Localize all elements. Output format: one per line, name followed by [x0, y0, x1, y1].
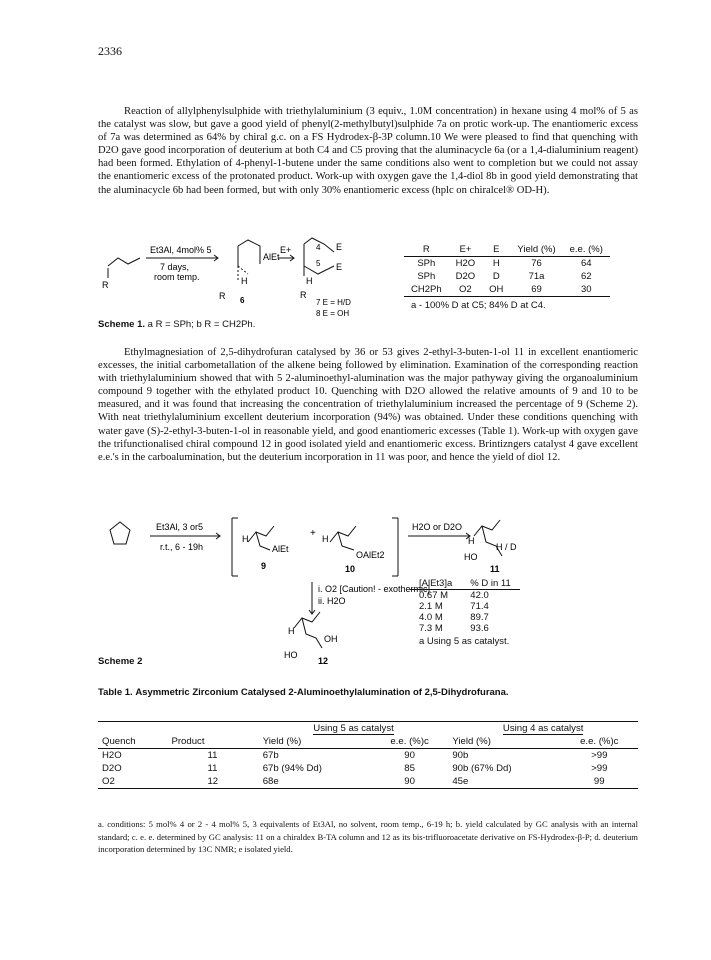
t1-header-ee-4: e.e. (%)c	[561, 735, 638, 749]
scheme1-h-6: H	[241, 276, 248, 286]
cell: SPh	[417, 258, 436, 269]
scheme1-c4: 4	[316, 243, 321, 252]
table-row	[404, 270, 610, 283]
table-row	[410, 601, 520, 612]
scheme1-reagent-temp: room temp.	[154, 272, 200, 282]
cell: D2O	[455, 271, 476, 282]
cell: O2	[98, 775, 167, 789]
scheme1-r-7: R	[300, 290, 307, 300]
scheme-1-caption-label: Scheme 1.	[98, 319, 145, 330]
cell: 71a	[528, 271, 545, 282]
table-row	[98, 749, 638, 763]
cell: 68e	[259, 775, 371, 789]
cell: 67b (94% Dd)	[262, 763, 322, 774]
cell: CH2Ph	[411, 284, 442, 295]
bracket-right	[392, 518, 398, 576]
cell: 2.1 M	[419, 601, 443, 612]
scheme-1-table	[404, 243, 610, 312]
scheme2-step2: ii. H2O	[318, 596, 346, 606]
s1-header-eplus: E+	[449, 243, 483, 257]
table-1-group-5: Using 5 as catalyst	[313, 723, 394, 734]
scheme1-e-top: E	[336, 242, 343, 252]
allyl-chain	[108, 258, 140, 266]
scheme2-cmpd-9: 9	[261, 561, 267, 571]
table-row	[410, 623, 520, 634]
cell: 0.67 M	[419, 590, 449, 601]
cell: 12	[167, 775, 258, 789]
cell: D2O	[102, 763, 122, 774]
s1-header-e: E	[482, 243, 510, 257]
s1-header-r: R	[404, 243, 449, 257]
scheme2-ho-12: HO	[284, 650, 298, 660]
scheme1-r-6: R	[219, 291, 226, 301]
scheme2-plus: +	[310, 528, 316, 539]
cell: OH	[489, 284, 504, 295]
scheme1-alet: AlEt	[263, 252, 280, 262]
t1-header-yield-4: Yield (%)	[448, 735, 560, 749]
scheme2-alet: AlEt	[272, 544, 289, 554]
page-number: 2336	[98, 44, 122, 58]
s2-table-footnote: a Using 5 as catalyst.	[419, 636, 510, 647]
scheme1-reagent-days: 7 days,	[160, 262, 190, 272]
cell: H2O	[102, 750, 122, 761]
scheme1-reagent-top: Et3Al, 4mol% 5	[150, 245, 212, 255]
cell: 69	[531, 284, 542, 295]
t1-header-product: Product	[167, 735, 258, 749]
table-row	[98, 775, 638, 789]
dihydrofuran-ring	[110, 522, 130, 544]
cell: 11	[207, 750, 218, 761]
table-1-title	[98, 687, 638, 698]
cell: 90b (67% Dd)	[452, 763, 512, 774]
t1-header-quench: Quench	[98, 735, 167, 749]
cell: 90b	[452, 750, 469, 761]
cell: 67b	[262, 750, 279, 761]
scheme2-step1: i. O2 [Caution! - exothermic]	[318, 584, 431, 594]
scheme2-quench: H2O or D2O	[412, 522, 463, 532]
s1-table-footnote: a - 100% D at C5; 84% D at C4.	[404, 297, 610, 313]
paragraph-2	[98, 346, 638, 464]
scheme2-cmpd-10: 10	[345, 564, 356, 574]
cell: >99	[591, 750, 608, 761]
paragraph-1-text: Reaction of allylphenylsulphide with triethylaluminium (3 equiv., 1.0M concentration) in hexane using 4 mol% of 5 as the catalyst was slow, but gave a good yield of phenyl(2-methylbutyl)sulphide 7a on protic work-up. The enantiomeric excess of 7a was determined as 64% by chiral g.c. on a FS Hydrodex-β-3P column.10 We were pleased to find that quenching with D2O gave good incorporation of deuterium at both C4 and C5 proving that the aluminacycle 6a (or a 1,4-dialuminium reagent) had been formed. Ethylation of 4-phenyl-1-butene under the same conditions also went to completion but we could not assay the enantiomeric excess of the protonated product. Work-up with oxygen gave the 1,4-diol 8b in good yield demonstrating that the aluminacycle 6b had been formed, but with only 30% enantiomeric excess (hplc on chiralcel® OD-H).	[98, 106, 638, 196]
scheme2-h-10: H	[322, 534, 329, 544]
cell: 30	[580, 284, 592, 295]
scheme-1-caption	[98, 319, 255, 330]
scheme1-e-bottom: E	[336, 262, 343, 272]
bracket-left	[232, 518, 238, 576]
cell: 89.7	[470, 612, 489, 623]
s1-header-yield: Yield (%)	[510, 243, 562, 257]
table-1-footnote: a. conditions: 5 mol% 4 or 2 - 4 mol% 5, 3 equivalents of Et3Al, no solvent, room temp., 6-19 h; b. yield calculated by GC analysis with an internal standard; c. e. e. determined by GC analysis: 11 on a chiraldex B-TA column and 12 as its bis-trifluoroacetate derivative on FS-Hydrodex-β-P; d. deuterium incorporation determined by 13C NMR; e isolated yield.	[98, 819, 638, 854]
scheme2-h-11: H	[468, 536, 475, 546]
cell: SPh	[417, 271, 436, 282]
scheme1-electrophile: E+	[280, 245, 292, 255]
table-row	[404, 283, 610, 297]
cell: D	[492, 271, 500, 282]
scheme2-reagent-bottom: r.t., 6 - 19h	[160, 542, 204, 552]
s2-header-alet3: [AlEt3]a	[410, 578, 461, 590]
cell: 71.4	[470, 601, 489, 612]
s2-header-d: % D in 11	[461, 578, 519, 590]
table-1-group-4: Using 4 as catalyst	[502, 723, 584, 734]
scheme1-cmpd-7: 7 E = H/D	[316, 298, 351, 307]
cell: >99	[591, 763, 608, 774]
scheme2-hd: H / D	[496, 542, 517, 552]
cell: 90	[371, 775, 448, 789]
scheme2-oalet2: OAlEt2	[356, 550, 385, 560]
table-1	[98, 721, 638, 789]
scheme-2-table	[410, 578, 520, 647]
table-1-label: Table 1.	[98, 687, 133, 698]
scheme1-cmpd-6: 6	[240, 296, 245, 305]
t1-header-yield-5: Yield (%)	[259, 735, 371, 749]
scheme2-cmpd-12: 12	[318, 656, 329, 666]
scheme2-h-12: H	[288, 626, 295, 636]
scheme2-h-9: H	[242, 534, 249, 544]
cell: 99	[561, 775, 638, 789]
table-row	[410, 612, 520, 623]
scheme2-ho-11: HO	[464, 552, 478, 562]
scheme2-oh-12: OH	[324, 634, 338, 644]
s1-header-ee: e.e. (%)	[563, 243, 610, 257]
cell: 42.0	[470, 590, 489, 601]
cell: 76	[531, 258, 542, 269]
scheme2-reagent-top: Et3Al, 3 or5	[156, 522, 204, 532]
cell: 64	[580, 258, 592, 269]
scheme-2-caption: Scheme 2	[98, 656, 143, 667]
paragraph-2-text: Ethylmagnesiation of 2,5-dihydrofuran catalysed by 36 or 53 gives 2-ethyl-3-buten-1-ol 11 in excellent enantiomeric excesses, the initial carbometallation of the alkene being followed by elimination. Examination of the corresponding reaction with triethylaluminium showed that with 5 2-aluminoethyl-alumination was the major pathyway giving the organoaluminium compound 9 together with the ethylated product 10. Quenching with D2O allowed the relative amounts of 9 and 10 to be measured, and it was found that increasing the concentration of triethylaluminium increased the percentage of 9 (Scheme 2). With neat triethylaluminium excellent deuterium incorporation (94%) was obtained. Under these conditions quenching with water gave (S)-2-ethyl-3-buten-1-ol in reasonable yield, and good enantiomeric excesses (Table 1). Work-up with oxygen gave the trifunctionalised chiral compound 12 in good isolated yield and enantiomeric excess. Brintizngers catalyst 4 gave excellent e.e.'s in the carboalumination, but the deuterium incorporation in 11 was poor, and hence the yield of diol 12.	[98, 347, 638, 463]
scheme1-h-7: H	[306, 276, 313, 286]
cell: 7.3 M	[419, 623, 443, 634]
cell: H2O	[455, 258, 476, 269]
table-1-title-text: Asymmetric Zirconium Catalysed 2-Aluminoethylalumination of 2,5-Dihydrofurana.	[135, 687, 509, 698]
scheme1-r-start: R	[102, 280, 109, 290]
cell: O2	[459, 284, 472, 295]
cell: 90	[404, 750, 415, 761]
cell: 4.0 M	[419, 612, 443, 623]
t1-header-ee-5: e.e. (%)c	[371, 735, 448, 749]
cell: 11	[207, 763, 218, 774]
scheme1-c5: 5	[316, 259, 321, 268]
scheme2-cmpd-11: 11	[490, 564, 500, 574]
scheme-1-drawing	[98, 236, 408, 328]
scheme-1-caption-text: a R = SPh; b R = CH2Ph.	[147, 319, 256, 330]
cell: 85	[404, 763, 415, 774]
table-row	[410, 590, 520, 602]
scheme1-cmpd-8: 8 E = OH	[316, 309, 350, 318]
paragraph-1	[98, 105, 638, 197]
cell: 93.6	[470, 623, 489, 634]
cell: 62	[580, 271, 592, 282]
cell: H	[492, 258, 500, 269]
table-row	[404, 257, 610, 271]
table-row	[98, 762, 638, 775]
cell: 45e	[448, 775, 560, 789]
